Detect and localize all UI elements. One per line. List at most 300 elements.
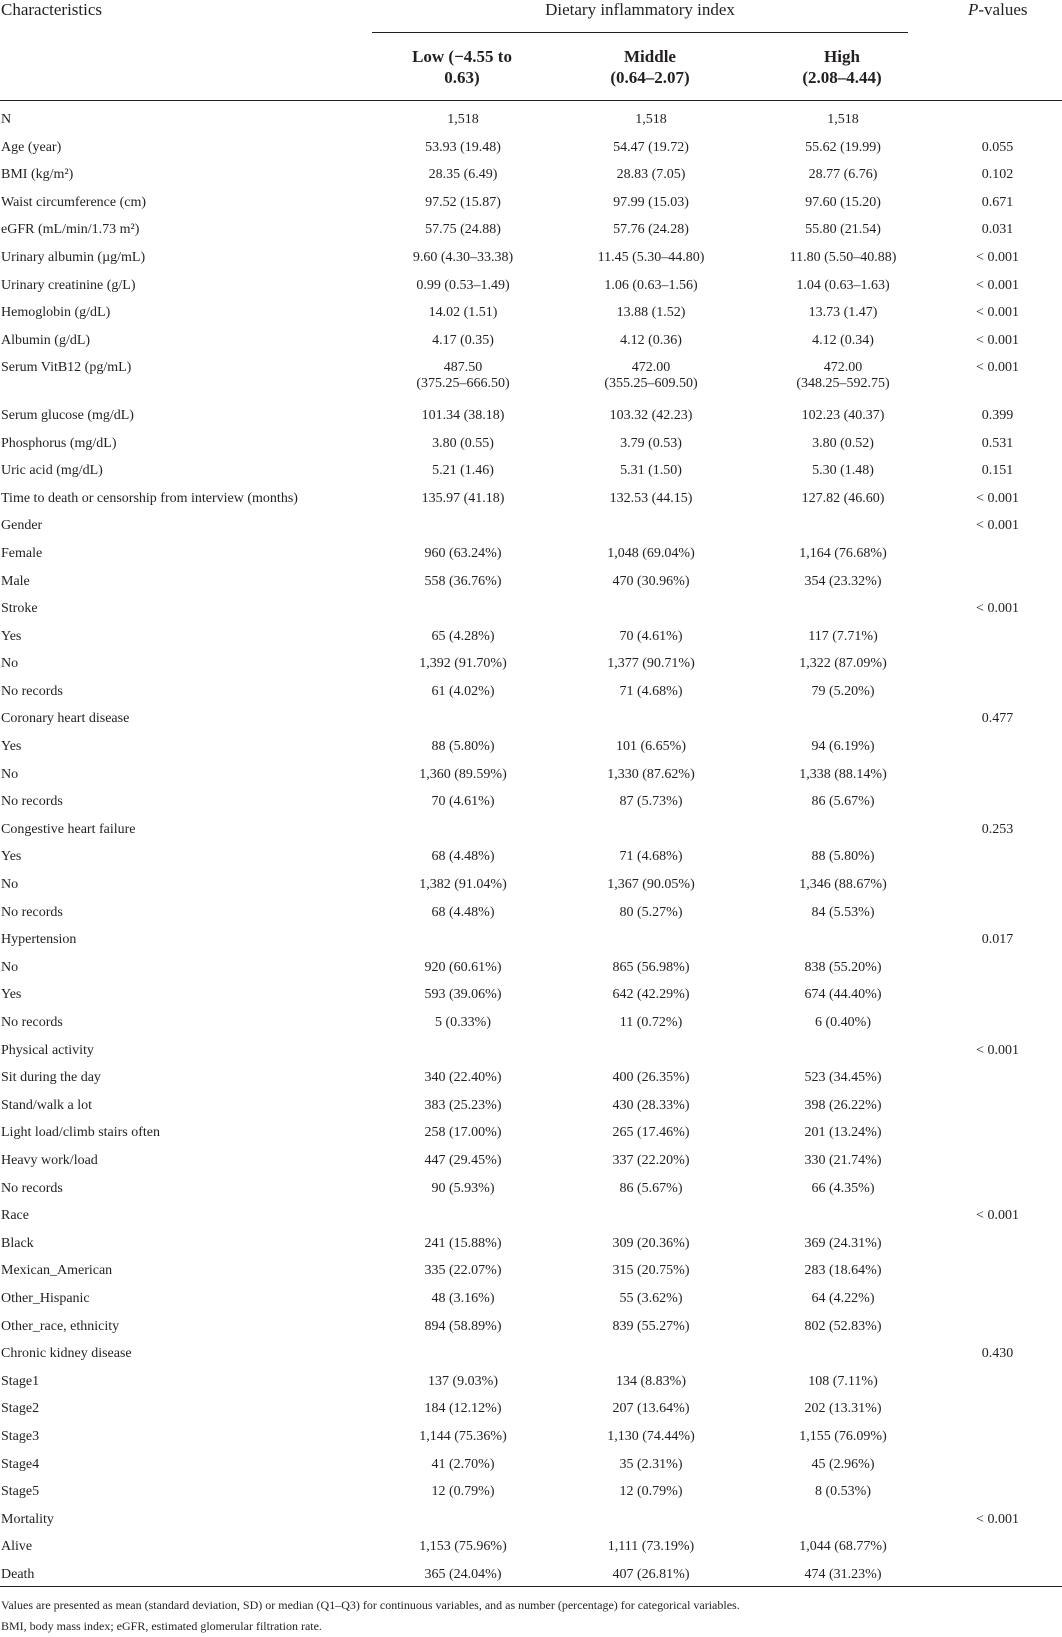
row-label: [0, 250, 373, 278]
table-row: [0, 1153, 1062, 1181]
row-label-text: Hemoglobin (g/dL): [1, 305, 111, 321]
column-gap: [553, 1512, 561, 1540]
table-top-rule: [0, 100, 1062, 101]
cell-high: [753, 112, 933, 140]
cell-low: [373, 518, 553, 546]
table-row: [0, 463, 1062, 491]
column-gap: [553, 436, 561, 464]
cell-middle: [561, 222, 741, 250]
column-gap: [741, 932, 753, 960]
column-gap: [553, 1484, 561, 1512]
column-gap: [553, 250, 561, 278]
row-label: [0, 112, 373, 140]
cell-p-value-text: < 0.001: [976, 1511, 1019, 1527]
cell-low-text: 447 (29.45%): [424, 1152, 502, 1168]
row-label-text: Stroke: [1, 601, 38, 617]
cell-p-value: [933, 794, 1062, 822]
column-gap: [741, 518, 753, 546]
cell-low-text: 1,518: [447, 112, 479, 127]
cell-p-value: [933, 408, 1062, 436]
cell-middle-text: 87 (5.73%): [619, 794, 683, 810]
cell-p-value: [933, 987, 1062, 1015]
cell-high: [753, 333, 933, 361]
cell-low-text: 48 (3.16%): [431, 1290, 495, 1306]
cell-p-value: [933, 1181, 1062, 1209]
cell-middle: [561, 794, 741, 822]
column-header-low: [372, 46, 552, 88]
column-gap: [741, 195, 753, 223]
cell-middle: [561, 574, 741, 602]
table-row: [0, 1291, 1062, 1319]
column-header-high: [752, 46, 932, 88]
row-label-text: Black: [1, 1235, 34, 1251]
column-gap: [553, 601, 561, 629]
cell-high: [753, 250, 933, 278]
cell-middle-text: 101 (6.65%): [616, 739, 686, 755]
cell-p-value: [933, 1070, 1062, 1098]
cell-p-value: [933, 1319, 1062, 1347]
table-row: [0, 932, 1062, 960]
cell-low: [373, 112, 553, 140]
cell-low-text: 101.34 (38.18): [421, 407, 505, 423]
row-label: [0, 167, 373, 195]
cell-low: [373, 463, 553, 491]
cell-middle-text: 35 (2.31%): [619, 1456, 683, 1472]
cell-middle-text: 1,048 (69.04%): [607, 545, 695, 561]
cell-middle: [561, 822, 741, 850]
cell-p-value-text: < 0.001: [976, 332, 1019, 348]
row-label: [0, 1429, 373, 1457]
cell-p-value: [933, 711, 1062, 739]
row-label-text: Male: [1, 573, 30, 589]
column-gap: [741, 656, 753, 684]
row-label: [0, 656, 373, 684]
table-row: [0, 1567, 1062, 1595]
table-row: [0, 333, 1062, 361]
cell-middle-text: 134 (8.83%): [616, 1373, 686, 1389]
cell-high: [753, 518, 933, 546]
cell-low-text: 28.35 (6.49): [428, 167, 498, 183]
cell-high-text: 330 (21.74%): [804, 1152, 882, 1168]
cell-low: [373, 684, 553, 712]
cell-high: [753, 684, 933, 712]
cell-middle: [561, 1429, 741, 1457]
cell-low: [373, 546, 553, 574]
cell-middle: [561, 1539, 741, 1567]
cell-low: [373, 1263, 553, 1291]
row-label-text: Mexican_American: [1, 1263, 113, 1279]
cell-p-value-text: 0.055: [981, 139, 1014, 155]
cell-high-text: 79 (5.20%): [811, 683, 875, 699]
cell-low: [373, 1236, 553, 1264]
column-header-middle: [560, 46, 740, 88]
row-label: [0, 1539, 373, 1567]
column-gap: [741, 822, 753, 850]
cell-high: [753, 711, 933, 739]
column-gap: [553, 1429, 561, 1457]
table-row: [0, 1015, 1062, 1043]
cell-p-value: [933, 877, 1062, 905]
row-label-text: Chronic kidney disease: [1, 1346, 132, 1362]
cell-high: [753, 1401, 933, 1429]
cell-high-text: 4.12 (0.34): [812, 332, 874, 348]
column-gap: [741, 794, 753, 822]
column-gap: [741, 1512, 753, 1540]
row-label-text: Gender: [1, 518, 43, 534]
table-row: [0, 849, 1062, 877]
high-line2: (2.08–4.44): [802, 68, 882, 87]
column-gap: [741, 1070, 753, 1098]
cell-middle: [561, 1098, 741, 1126]
p-letter: P: [968, 0, 979, 19]
cell-middle: [561, 987, 741, 1015]
column-gap: [553, 932, 561, 960]
cell-p-value-text: < 0.001: [976, 305, 1019, 321]
table-row: [0, 987, 1062, 1015]
middle-line2: (0.64–2.07): [610, 68, 690, 87]
row-label: [0, 1098, 373, 1126]
cell-middle-text: 1,518: [635, 112, 667, 127]
row-label: [0, 711, 373, 739]
cell-low-text: 0.99 (0.53–1.49): [416, 277, 510, 293]
column-gap: [741, 491, 753, 519]
column-gap: [553, 629, 561, 657]
table-row: [0, 1098, 1062, 1126]
cell-high: [753, 877, 933, 905]
cell-low-text: 1,382 (91.04%): [419, 877, 507, 893]
cell-low: [373, 333, 553, 361]
table-row: [0, 739, 1062, 767]
row-label: [0, 849, 373, 877]
row-label: [0, 1153, 373, 1181]
cell-middle-text: 265 (17.46%): [612, 1125, 690, 1141]
row-label: [0, 1401, 373, 1429]
cell-low: [373, 1098, 553, 1126]
cell-high-text: 13.73 (1.47): [808, 305, 878, 321]
cell-low: [373, 195, 553, 223]
cell-high: [753, 463, 933, 491]
cell-low: [373, 905, 553, 933]
column-gap: [553, 1374, 561, 1402]
cell-middle: [561, 1346, 741, 1374]
column-gap: [553, 794, 561, 822]
cell-high-text: 8 (0.53%): [815, 1484, 871, 1500]
cell-p-value: [933, 960, 1062, 988]
cell-low-text: 335 (22.07%): [424, 1263, 502, 1279]
column-gap: [553, 140, 561, 168]
cell-middle-text: 1,130 (74.44%): [607, 1428, 695, 1444]
column-gap: [553, 767, 561, 795]
table-row: [0, 112, 1062, 140]
cell-p-value: [933, 1263, 1062, 1291]
column-gap: [553, 1208, 561, 1236]
row-label-text: Hypertension: [1, 932, 77, 948]
cell-high: [753, 849, 933, 877]
column-header-p-values: [968, 0, 1027, 20]
cell-low: [373, 711, 553, 739]
row-label-text: Sit during the day: [1, 1070, 101, 1086]
cell-high: [753, 739, 933, 767]
table-row: [0, 1181, 1062, 1209]
table-row: [0, 1043, 1062, 1071]
column-gap: [741, 112, 753, 140]
column-gap: [741, 1153, 753, 1181]
cell-middle: [561, 684, 741, 712]
cell-high: [753, 1125, 933, 1153]
cell-high: [753, 1098, 933, 1126]
cell-middle: [561, 195, 741, 223]
table-row: [0, 1263, 1062, 1291]
row-label: [0, 794, 373, 822]
column-gap: [553, 491, 561, 519]
table-row: [0, 250, 1062, 278]
cell-p-value-text: < 0.001: [976, 277, 1019, 293]
cell-high: [753, 1539, 933, 1567]
table-row: [0, 140, 1062, 168]
cell-high-text: 1,518: [827, 112, 859, 127]
cell-low: [373, 1125, 553, 1153]
cell-middle-text: 28.83 (7.05): [616, 167, 686, 183]
cell-high: [753, 436, 933, 464]
cell-low-text: 1,144 (75.36%): [419, 1428, 507, 1444]
cell-p-value: [933, 463, 1062, 491]
cell-high-text: 55.80 (21.54): [805, 222, 881, 238]
cell-high: [753, 932, 933, 960]
row-label-text: Stage3: [1, 1428, 40, 1444]
row-label: [0, 1125, 373, 1153]
cell-middle-text: 57.76 (24.28): [613, 222, 689, 238]
cell-high: [753, 140, 933, 168]
column-gap: [741, 1291, 753, 1319]
row-label: [0, 1015, 373, 1043]
column-gap: [553, 546, 561, 574]
cell-low-text: 184 (12.12%): [424, 1401, 502, 1417]
row-label-text: Race: [1, 1208, 29, 1224]
column-gap: [741, 167, 753, 195]
cell-p-value: [933, 518, 1062, 546]
column-gap: [553, 822, 561, 850]
cell-low-text: 258 (17.00%): [424, 1125, 502, 1141]
row-label-text: eGFR (mL/min/1.73 m²): [1, 222, 140, 238]
column-gap: [553, 1263, 561, 1291]
cell-low: [373, 1291, 553, 1319]
cell-middle: [561, 905, 741, 933]
table-row: [0, 360, 1062, 408]
cell-p-value: [933, 360, 1062, 408]
cell-middle-text: 70 (4.61%): [619, 628, 683, 644]
cell-high-text: 102.23 (40.37): [801, 407, 885, 423]
cell-middle-text: 54.47 (19.72): [613, 139, 689, 155]
cell-high: [753, 167, 933, 195]
cell-high: [753, 1429, 933, 1457]
row-label: [0, 140, 373, 168]
cell-middle: [561, 1319, 741, 1347]
cell-p-value: [933, 1125, 1062, 1153]
column-gap: [741, 574, 753, 602]
cell-high-text: 369 (24.31%): [804, 1235, 882, 1251]
cell-high-text: 1,346 (88.67%): [799, 877, 887, 893]
row-label-text: Albumin (g/dL): [1, 332, 91, 348]
column-gap: [553, 167, 561, 195]
cell-middle: [561, 1374, 741, 1402]
cell-middle-text: 71 (4.68%): [619, 683, 683, 699]
cell-low: [373, 1153, 553, 1181]
cell-middle: [561, 739, 741, 767]
cell-p-value-text: < 0.001: [976, 1042, 1019, 1058]
column-gap: [741, 1457, 753, 1485]
row-label: [0, 1263, 373, 1291]
column-gap: [553, 1125, 561, 1153]
column-gap: [741, 1043, 753, 1071]
row-label-text: Uric acid (mg/dL): [1, 463, 103, 479]
table-row: [0, 1346, 1062, 1374]
cell-high-text: 202 (13.31%): [804, 1401, 882, 1417]
column-gap: [553, 360, 561, 408]
cell-low: [373, 767, 553, 795]
cell-middle-text: 13.88 (1.52): [616, 305, 686, 321]
cell-high: [753, 1015, 933, 1043]
row-label: [0, 1291, 373, 1319]
column-gap: [741, 1319, 753, 1347]
cell-high: [753, 1346, 933, 1374]
cell-middle-text: 1,367 (90.05%): [607, 877, 695, 893]
row-label-text: No: [1, 656, 19, 672]
cell-middle: [561, 629, 741, 657]
row-label-text: Urinary creatinine (g/L): [1, 277, 136, 293]
cell-p-value: [933, 278, 1062, 306]
cell-low: [373, 1181, 553, 1209]
cell-low: [373, 1539, 553, 1567]
column-gap: [553, 574, 561, 602]
row-label-text: Stage4: [1, 1456, 40, 1472]
cell-low: [373, 1043, 553, 1071]
cell-high-text: 117 (7.71%): [808, 628, 878, 644]
cell-p-value: [933, 1539, 1062, 1567]
cell-middle-text: 470 (30.96%): [612, 573, 690, 589]
cell-middle-text: 97.99 (15.03): [613, 194, 689, 210]
table-row: [0, 1236, 1062, 1264]
cell-high-text: 66 (4.35%): [811, 1180, 875, 1196]
column-gap: [553, 305, 561, 333]
cell-low: [373, 960, 553, 988]
cell-p-value-text: 0.671: [981, 194, 1014, 210]
table-row: [0, 629, 1062, 657]
row-label: [0, 932, 373, 960]
column-gap: [741, 1208, 753, 1236]
table-row: [0, 794, 1062, 822]
cell-low: [373, 436, 553, 464]
cell-low-text: 70 (4.61%): [431, 794, 495, 810]
row-label-text: Mortality: [1, 1511, 54, 1527]
cell-high-text: 84 (5.53%): [811, 904, 875, 920]
cell-middle-text: 103.32 (42.23): [609, 407, 693, 423]
cell-middle: [561, 1512, 741, 1540]
row-label-text: BMI (kg/m²): [1, 167, 74, 183]
row-label-text: Coronary heart disease: [1, 711, 130, 727]
cell-high-text: 283 (18.64%): [804, 1263, 882, 1279]
table-row: [0, 1401, 1062, 1429]
column-gap: [741, 711, 753, 739]
table-row: [0, 518, 1062, 546]
cell-low: [373, 140, 553, 168]
row-label: [0, 987, 373, 1015]
cell-p-value: [933, 1484, 1062, 1512]
column-gap: [553, 1181, 561, 1209]
column-gap: [741, 1346, 753, 1374]
table-row: [0, 822, 1062, 850]
table-row: [0, 960, 1062, 988]
column-gap: [553, 711, 561, 739]
cell-high-text: 55.62 (19.99): [805, 139, 881, 155]
table-row: [0, 546, 1062, 574]
cell-p-value: [933, 601, 1062, 629]
cell-middle: [561, 1484, 741, 1512]
cell-middle: [561, 1291, 741, 1319]
cell-high-text: 3.80 (0.52): [812, 435, 874, 451]
cell-middle-text: 472.00: [631, 360, 671, 376]
cell-low: [373, 932, 553, 960]
row-label-text: Age (year): [1, 139, 62, 155]
column-gap: [553, 1070, 561, 1098]
cell-p-value-text: 0.531: [981, 435, 1014, 451]
cell-p-value: [933, 1015, 1062, 1043]
cell-low: [373, 1429, 553, 1457]
row-label: [0, 822, 373, 850]
column-gap: [553, 1319, 561, 1347]
cell-high: [753, 491, 933, 519]
cell-high: [753, 987, 933, 1015]
table-row: [0, 278, 1062, 306]
cell-high-text: 45 (2.96%): [811, 1456, 875, 1472]
column-gap: [553, 905, 561, 933]
cell-middle: [561, 1153, 741, 1181]
column-gap: [741, 1263, 753, 1291]
column-gap: [553, 1567, 561, 1595]
row-label: [0, 1208, 373, 1236]
cell-middle: [561, 167, 741, 195]
column-gap: [553, 960, 561, 988]
cell-high: [753, 278, 933, 306]
cell-high: [753, 1291, 933, 1319]
table-row: [0, 1484, 1062, 1512]
cell-middle: [561, 1043, 741, 1071]
cell-low-text: 53.93 (19.48): [425, 139, 501, 155]
cell-p-value: [933, 739, 1062, 767]
cell-p-value-text: 0.031: [981, 222, 1014, 238]
cell-high: [753, 1512, 933, 1540]
cell-low: [373, 360, 553, 408]
cell-middle-text: 407 (26.81%): [612, 1566, 690, 1582]
cell-p-value: [933, 574, 1062, 602]
cell-low-text: 57.75 (24.88): [425, 222, 501, 238]
column-gap: [553, 518, 561, 546]
column-gap: [741, 1567, 753, 1595]
cell-p-value: [933, 1291, 1062, 1319]
cell-p-value: [933, 436, 1062, 464]
column-gap: [553, 684, 561, 712]
cell-low: [373, 1208, 553, 1236]
row-label: [0, 491, 373, 519]
cell-p-value: [933, 905, 1062, 933]
row-label: [0, 333, 373, 361]
cell-low: [373, 987, 553, 1015]
table-row: [0, 1512, 1062, 1540]
cell-middle: [561, 932, 741, 960]
cell-middle: [561, 250, 741, 278]
row-label: [0, 1374, 373, 1402]
cell-high-text: 11.80 (5.50–40.88): [789, 249, 897, 265]
column-gap: [741, 905, 753, 933]
